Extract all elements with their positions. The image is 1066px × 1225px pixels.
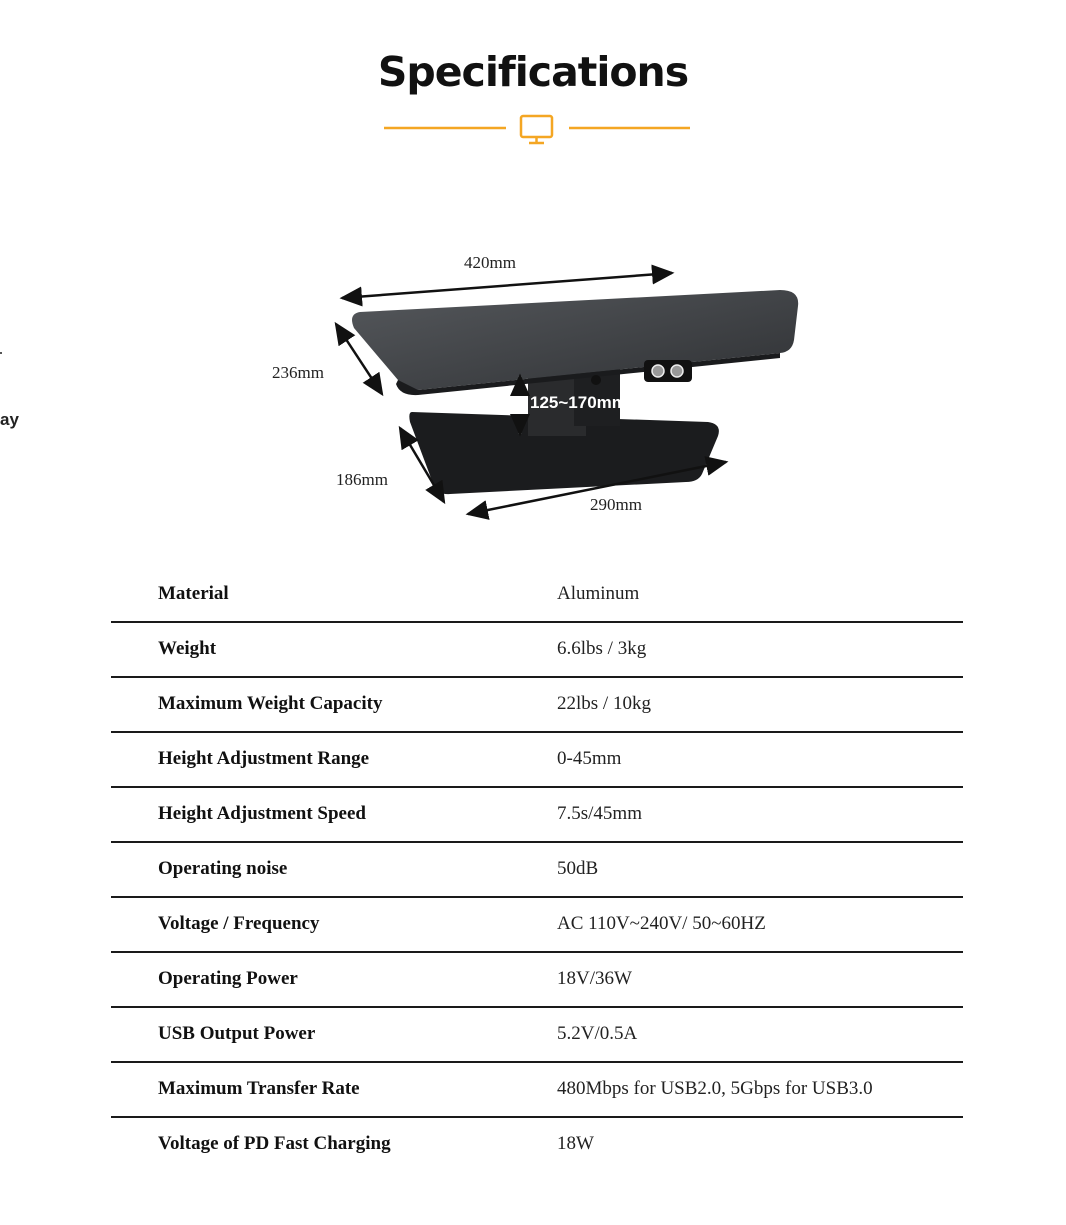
monitor-icon [521,116,552,143]
spec-row [111,623,963,678]
spec-value: 6.6lbs / 3kg [557,638,647,659]
spec-label: Weight [158,638,217,659]
spec-value: 0-45mm [557,748,622,769]
cropped-edge-text: ay [0,410,19,429]
spec-label: Material [158,583,229,604]
product-dimension-diagram [260,240,820,530]
spec-label: Height Adjustment Range [158,748,370,769]
title-divider [384,112,690,146]
width-label: 420mm [464,253,516,272]
page-title: Specifications [377,48,689,96]
spec-label: Voltage of PD Fast Charging [158,1133,391,1154]
spec-label: Maximum Transfer Rate [158,1078,360,1099]
specifications-table [111,568,963,1171]
spec-row [111,1063,963,1118]
width-arrow [342,273,672,298]
spec-label: USB Output Power [158,1023,316,1044]
spec-value: 480Mbps for USB2.0, 5Gbps for USB3.0 [557,1078,873,1099]
spec-row [111,843,963,898]
spec-label: Height Adjustment Speed [158,803,366,824]
spec-value: 50dB [557,858,599,879]
spec-value: 18V/36W [557,968,632,989]
spec-label: Voltage / Frequency [158,913,320,934]
spec-label: Maximum Weight Capacity [158,693,383,714]
spec-label: Operating noise [158,858,288,879]
spec-row [111,1008,963,1063]
spec-value: 18W [557,1133,594,1154]
spec-row [111,678,963,733]
spec-value: AC 110V~240V/ 50~60HZ [557,913,766,934]
spec-row [111,898,963,953]
base-width-label: 290mm [590,495,642,514]
spec-value: 22lbs / 10kg [557,693,651,714]
height-label: 125~170mm [530,393,627,412]
spec-row [111,568,963,623]
spec-row [111,953,963,1008]
spec-value: 5.2V/0.5A [557,1023,638,1044]
spec-value: 7.5s/45mm [557,803,642,824]
spec-value: Aluminum [557,583,640,604]
spec-row [111,733,963,788]
spec-label: Operating Power [158,968,298,989]
edge-dot [0,352,2,354]
base-depth-label: 186mm [336,470,388,489]
spec-row [111,1118,963,1171]
spec-row [111,788,963,843]
control-box [644,360,692,382]
depth-label: 236mm [272,363,324,382]
